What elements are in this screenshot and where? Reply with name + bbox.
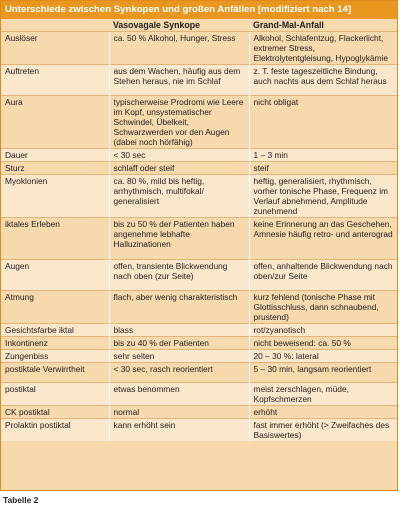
criterion-cell: Prolaktin postiktal (1, 419, 109, 442)
criterion-cell: Atmung (1, 291, 109, 324)
header-grand-mal: Grand-Mal-Anfall (253, 20, 324, 30)
table-row (1, 363, 397, 383)
criterion-cell: Sturz (1, 162, 109, 175)
header-criterion (1, 19, 109, 32)
grand-mal-cell: 1 – 3 min (249, 149, 397, 162)
grand-mal-cell: rot/zyanotisch (249, 324, 397, 337)
grand-mal-cell: offen, anhaltende Blickwendung nach oben/zur Seite (249, 260, 397, 291)
vasovagal-cell: aus dem Wachen, häufig aus dem Stehen heraus, nie im Schlaf (109, 65, 249, 96)
vasovagal-cell: normal (109, 406, 249, 419)
table-row (1, 65, 397, 96)
grand-mal-cell: fast immer erhöht (> Zweifaches des Basiswertes) (249, 419, 397, 442)
criterion-cell: Zungenbiss (1, 350, 109, 363)
grand-mal-cell: 20 – 30 %: lateral (249, 350, 397, 363)
vasovagal-cell: kann erhöht sein (109, 419, 249, 442)
criterion-cell: Dauer (1, 149, 109, 162)
header-vasovagal: Vasovagale Synkope (113, 20, 201, 30)
grand-mal-cell: heftig, generalisiert, rhythmisch, vorher tonische Phase, Frequenz im Verlauf abnehmend, Amplitude zunehmend (249, 175, 397, 218)
criterion-cell: Aura (1, 96, 109, 149)
vasovagal-cell: typischerweise Prodromi wie Leere im Kopf, unsystematischer Schwindel, Übelkeit, Schwarzwerden vor den Augen (dabei noch hörfähig) (109, 96, 249, 149)
criterion-cell: postiktal (1, 383, 109, 406)
header-row (1, 19, 397, 32)
vasovagal-cell: blass (109, 324, 249, 337)
criterion-cell: postiktale Verwirrtheit (1, 363, 109, 383)
table-row (1, 260, 397, 291)
vasovagal-cell: bis zu 50 % der Patienten haben angenehme lebhafte Halluzinationen (109, 218, 249, 260)
table-row (1, 406, 397, 419)
criterion-cell: Gesichtsfarbe iktal (1, 324, 109, 337)
table-row (1, 218, 397, 260)
criterion-cell: Augen (1, 260, 109, 291)
table-row (1, 96, 397, 149)
criterion-cell: CK postiktal (1, 406, 109, 419)
grand-mal-cell: nicht obligat (249, 96, 397, 149)
comparison-table (1, 19, 397, 441)
vasovagal-cell: schlaff oder steif (109, 162, 249, 175)
table-row (1, 291, 397, 324)
table-row (1, 32, 397, 65)
vasovagal-cell: < 30 sec (109, 149, 249, 162)
vasovagal-cell: sehr selten (109, 350, 249, 363)
table-row (1, 175, 397, 218)
grand-mal-cell: nicht beweisend: ca. 50 % (249, 337, 397, 350)
table-row (1, 419, 397, 442)
table-row (1, 337, 397, 350)
vasovagal-cell: ca. 80 %, mild bis heftig, arrhythmisch, multifokal/ generalisiert (109, 175, 249, 218)
vasovagal-cell: etwas benommen (109, 383, 249, 406)
grand-mal-cell: erhöht (249, 406, 397, 419)
grand-mal-cell: 5 – 30 min, langsam reorientiert (249, 363, 397, 383)
vasovagal-cell: < 30 sec, rasch reorientiert (109, 363, 249, 383)
grand-mal-cell: steif (249, 162, 397, 175)
grand-mal-cell: z. T. feste tageszeitliche Bindung, auch nachts aus dem Schlaf heraus (249, 65, 397, 96)
vasovagal-cell: flach, aber wenig charakteristisch (109, 291, 249, 324)
table-row (1, 149, 397, 162)
table-row (1, 162, 397, 175)
vasovagal-cell: bis zu 40 % der Patienten (109, 337, 249, 350)
grand-mal-cell: kurz fehlend (tonische Phase mit Glottisschluss, dann schnaubend, prustend) (249, 291, 397, 324)
table-title: Unterschiede zwischen Synkopen und großen Anfällen [modifiziert nach 14] (1, 1, 397, 19)
table-caption: Tabelle 2 (3, 495, 39, 505)
grand-mal-cell: Alkohol, Schlafentzug, Flackerlicht, extremer Stress, Elektrolytentgleisung, Hypoglykämie (249, 32, 397, 65)
vasovagal-cell: ca. 50 % Alkohol, Hunger, Stress (109, 32, 249, 65)
criterion-cell: Auftreten (1, 65, 109, 96)
criterion-cell: Myoklonien (1, 175, 109, 218)
table-row (1, 350, 397, 363)
table-row (1, 383, 397, 406)
grand-mal-cell: meist zerschlagen, müde, Kopfschmerzen (249, 383, 397, 406)
criterion-cell: iktales Erleben (1, 218, 109, 260)
grand-mal-cell: keine Erinnerung an das Geschehen, Amnesie häufig retro- und anterograd (249, 218, 397, 260)
table-row (1, 324, 397, 337)
criterion-cell: Auslöser (1, 32, 109, 65)
criterion-cell: Inkontinenz (1, 337, 109, 350)
vasovagal-cell: offen, transiente Blickwendung nach oben (zur Seite) (109, 260, 249, 291)
